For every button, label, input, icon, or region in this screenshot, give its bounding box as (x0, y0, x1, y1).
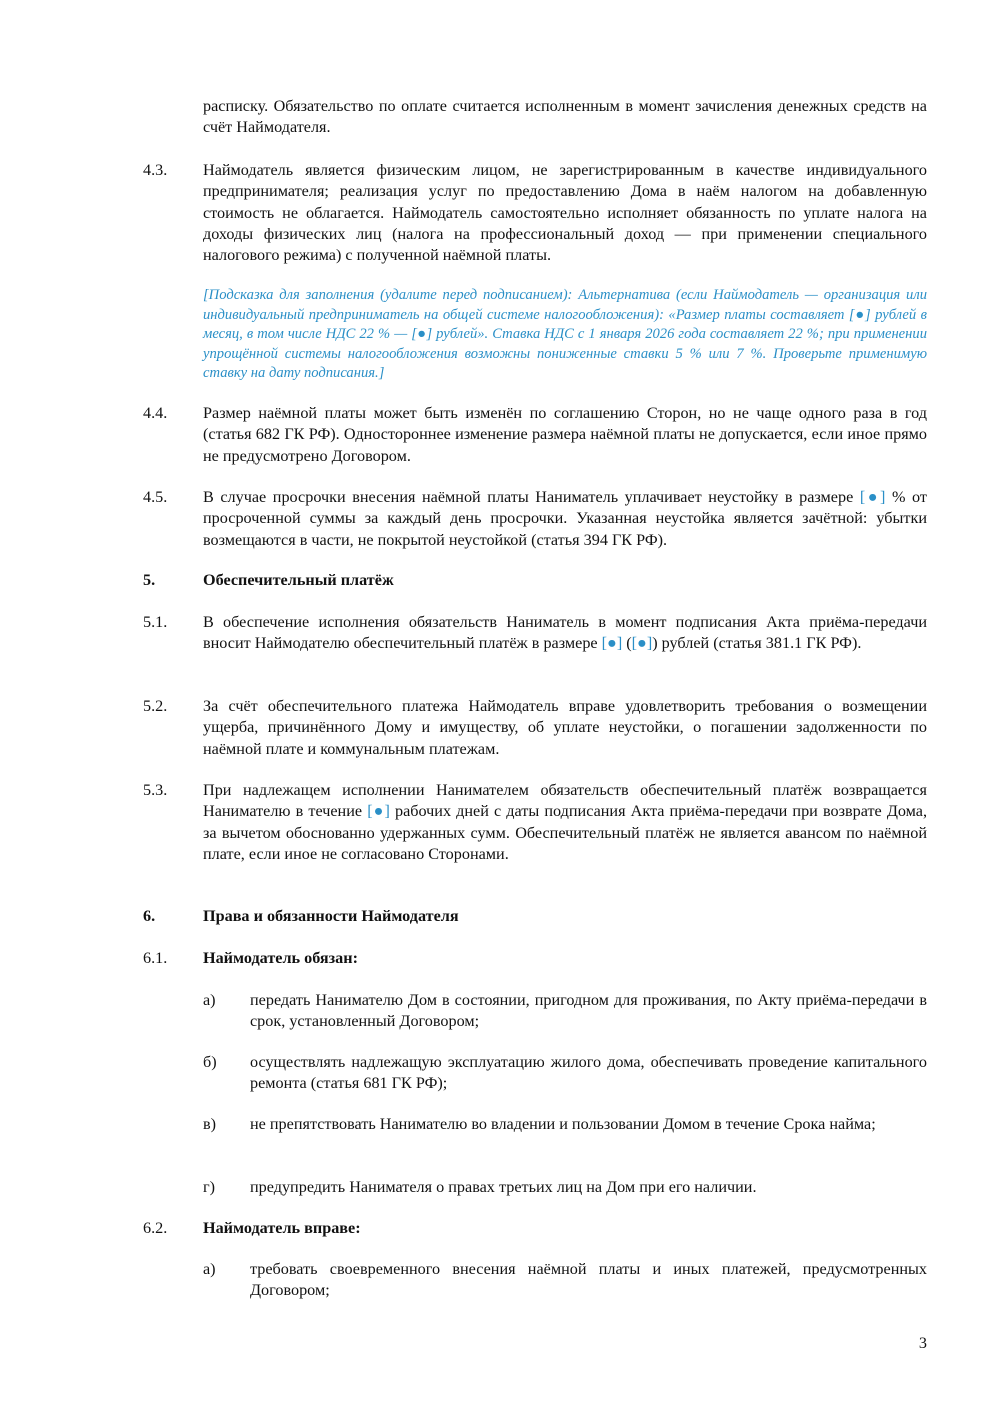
clause-number-5-1: 5.1. (143, 613, 168, 631)
list-item-text: осуществлять надлежащую эксплуатацию жилого дома, обеспечивать проведение капитального ремонта (статья 681 ГК РФ); (250, 1053, 927, 1093)
list-item-marker: г) (203, 1178, 216, 1196)
fill-hint-note: [Подсказка для заполнения (удалите перед подписанием): Альтернатива (если Наймодатель — организация или индивидуальный предприниматель на общей системе налогообложения): «Размер платы составляет [●] рублей в месяц, в том числе НДС 22 % — [●] рублей». Ставка НДС с 1 января 2026 года составляет 22 %; при применении упрощённой системы налогообложения возможны пониженные ставки 5 % или 7 %. Проверьте применимую ставку на дату подписания.] (203, 287, 927, 381)
section-6-title: Права и обязанности Наймодателя (203, 907, 459, 925)
list-item-text: не препятствовать Нанимателю во владении и пользовании Домом в течение Срока найма; (250, 1115, 876, 1133)
page-number: 3 (918, 1334, 927, 1352)
clause-5-1-text (203, 612, 927, 655)
clause-5-1-text-c: ) рублей (статья 381.1 ГК РФ). (652, 634, 862, 653)
clause-4-5-text-a: В случае просрочки внесения наёмной платы Наниматель уплачивает неустойку в размере (203, 488, 854, 506)
list-item-marker: а) (203, 991, 216, 1009)
clause-number-4-5: 4.5. (143, 488, 168, 506)
placeholder-return-days: [●] (367, 802, 390, 821)
list-item-marker: в) (203, 1115, 217, 1133)
list-item-marker: б) (203, 1053, 217, 1071)
clause-5-3-text (203, 780, 927, 865)
clause-5-3-text-a: При надлежащем исполнении Нанимателем обязательств обеспечительный платёж возвращается Нанимателю в течение (203, 781, 927, 821)
list-item-text: требовать своевременного внесения наёмной платы и иных платежей, предусмотренных Договором; (250, 1260, 927, 1300)
clause-4-5-text-b: % от просроченной суммы за каждый день просрочки. Указанная неустойка является зачётной: убытки возмещаются в части, не покрытой неустойкой (статья 394 ГК РФ). (203, 488, 928, 549)
clause-4-3-text: Наймодатель является физическим лицом, не зарегистрированным в качестве индивидуального предпринимателя; реализация услуг по предоставлению Дома в наём налогом на добавленную стоимость не облагается. Наймодатель самостоятельно исполняет обязанность по уплате налога на доходы физических лиц (налога на профессиональный доход — при применении специального налогового режима) с полученной наёмной платы. (203, 161, 927, 265)
clause-number-5-3: 5.3. (143, 781, 168, 799)
list-item-text: передать Нанимателю Дом в состоянии, пригодном для проживания, по Акту приёма-передачи в срок, установленный Договором; (250, 991, 927, 1031)
placeholder-penalty-percent: [●] (859, 488, 886, 506)
clause-6-1-title: Наймодатель обязан: (203, 949, 358, 967)
clause-number-6-2: 6.2. (143, 1219, 168, 1237)
clause-4-4-text: Размер наёмной платы может быть изменён по соглашению Сторон, но не чаще одного раза в год (статья 682 ГК РФ). Одностороннее изменение размера наёмной платы не допускается, если иное прямо не предусмотрено Договором. (203, 404, 927, 465)
continuation-text: расписку. Обязательство по оплате считается исполненным в момент зачисления денежных средств на счёт Наймодателя. (203, 97, 927, 137)
list-item-marker: а) (203, 1260, 216, 1278)
clause-number-6-1: 6.1. (143, 949, 168, 967)
placeholder-deposit-amount: [●] (601, 634, 623, 653)
section-number-6: 6. (143, 907, 156, 925)
clause-4-5-text (203, 487, 927, 551)
list-item-text: предупредить Нанимателя о правах третьих лиц на Дом при его наличии. (250, 1178, 757, 1196)
section-5-title: Обеспечительный платёж (203, 571, 394, 589)
clause-number-5-2: 5.2. (143, 697, 168, 715)
clause-5-1-text-b: ( (626, 634, 632, 653)
section-number-5: 5. (143, 571, 156, 589)
clause-number-4-4: 4.4. (143, 404, 168, 422)
placeholder-deposit-words: [●] (631, 634, 653, 653)
paragraph-continuation (203, 96, 927, 139)
clause-number-4-3: 4.3. (143, 161, 168, 179)
clause-6-2-title: Наймодатель вправе: (203, 1219, 361, 1237)
clause-5-1-text-a: В обеспечение исполнения обязательств Наниматель в момент подписания Акта приёма-передачи вносит Наймодателю обеспечительный платёж в размере (203, 613, 927, 653)
clause-5-3-text-b: рабочих дней с даты подписания Акта приёма-передачи при возврате Дома, за вычетом обоснованно удержанных сумм. Обеспечительный платёж не является авансом по наёмной плате, если иное не согласовано Сторонами. (203, 802, 928, 863)
clause-5-2-text: За счёт обеспечительного платежа Наймодатель вправе удовлетворить требования о возмещении ущерба, причинённого Дому и имуществу, об уплате неустойки, о погашении задолженности по наёмной плате и коммунальным платежам. (203, 697, 927, 758)
